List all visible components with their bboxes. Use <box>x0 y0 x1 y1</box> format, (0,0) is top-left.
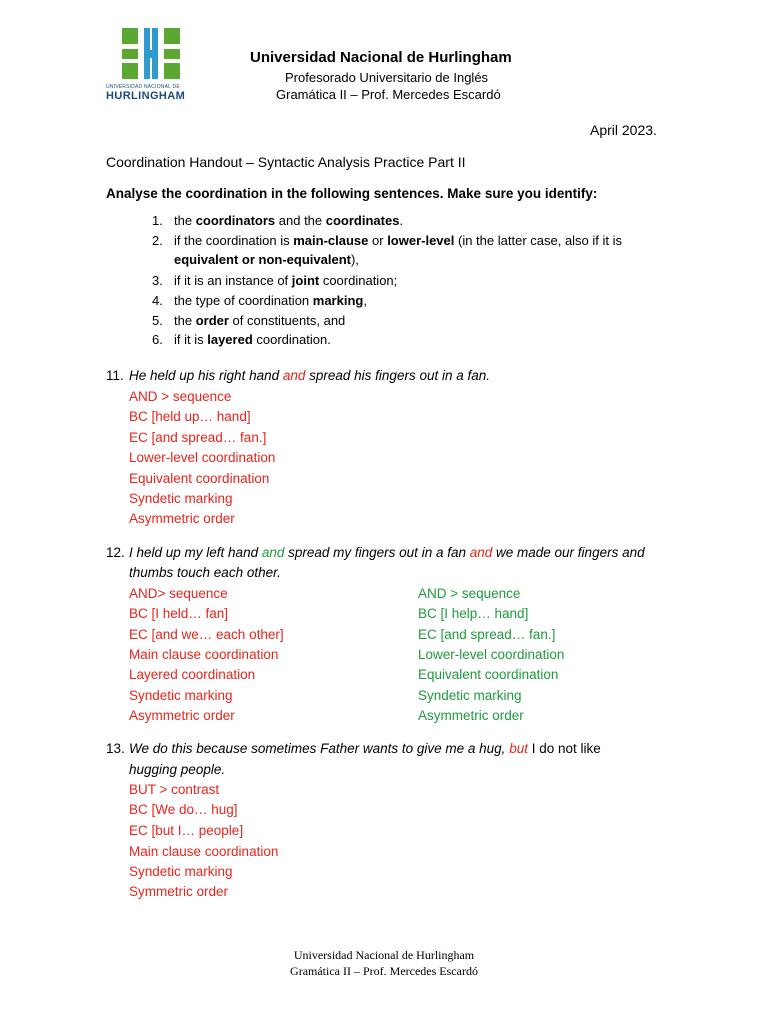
instructions: Analyse the coordination in the following sentences. Make sure you identify: <box>106 186 598 201</box>
item-number: 12. <box>106 545 125 560</box>
analysis-line: EC [and we… each other] <box>129 627 284 642</box>
list-item: equivalent or non-equivalent), <box>174 252 359 267</box>
sentence-13: We do this because sometimes Father wants to give me a hug, but I do not like <box>129 741 601 756</box>
analysis-line: Lower-level coordination <box>418 647 565 662</box>
footer-university: Universidad Nacional de Hurlingham <box>293 948 475 962</box>
item-number: 13. <box>106 741 125 756</box>
sentence-12: I held up my left hand and spread my fingers out in a fan and we made our fingers and <box>129 545 645 560</box>
list-item: 1. the coordinators and the coordinates. <box>152 213 404 228</box>
analysis-line: AND> sequence <box>129 586 228 601</box>
course-subtitle: Gramática II – Prof. Mercedes Escardó <box>276 87 501 102</box>
analysis-line: Syndetic marking <box>129 864 233 879</box>
analysis-line: EC [and spread… fan.] <box>129 430 267 445</box>
analysis-line: Asymmetric order <box>129 708 235 723</box>
analysis-line: AND > sequence <box>418 586 521 601</box>
program-subtitle: Profesorado Universitario de Inglés <box>285 70 489 85</box>
analysis-line: Main clause coordination <box>129 844 279 859</box>
analysis-line: Equivalent coordination <box>418 667 559 682</box>
analysis-line: Syndetic marking <box>129 688 233 703</box>
analysis-line: Syndetic marking <box>129 491 233 506</box>
analysis-line: EC [and spread… fan.] <box>418 627 556 642</box>
document-date: April 2023. <box>590 122 657 138</box>
logo-mark-icon <box>122 28 180 79</box>
list-item: 6. if it is layered coordination. <box>152 332 331 347</box>
analysis-line: Asymmetric order <box>418 708 524 723</box>
list-item: 3. if it is an instance of joint coordination; <box>152 272 398 288</box>
logo-caption-small: UNIVERSIDAD NACIONAL DE <box>106 84 180 90</box>
analysis-line: BUT > contrast <box>129 782 220 797</box>
analysis-line: Syndetic marking <box>418 688 522 703</box>
analysis-line: Lower-level coordination <box>129 450 276 465</box>
sentence-13-cont: hugging people. <box>129 762 226 777</box>
analysis-line: BC [I held… fan] <box>129 606 229 621</box>
analysis-line: Layered coordination <box>129 667 256 682</box>
university-title: Universidad Nacional de Hurlingham <box>250 49 512 66</box>
document-title: Coordination Handout – Syntactic Analysis Practice Part II <box>106 154 466 170</box>
analysis-line: Main clause coordination <box>129 647 279 662</box>
list-item: 4. the type of coordination marking, <box>152 293 367 308</box>
sentence-12-cont: thumbs touch each other. <box>129 565 281 580</box>
analysis-line: BC [I help… hand] <box>418 606 529 621</box>
sentence-11: He held up his right hand and spread his fingers out in a fan. <box>129 368 491 383</box>
analysis-line: Asymmetric order <box>129 511 235 526</box>
analysis-line: EC [but I… people] <box>129 823 244 838</box>
analysis-line: BC [We do… hug] <box>129 802 238 817</box>
logo-caption: HURLINGHAM <box>106 90 186 102</box>
analysis-line: AND > sequence <box>129 389 232 404</box>
analysis-line: Symmetric order <box>129 884 229 899</box>
list-item: 5. the order of constituents, and <box>152 312 346 328</box>
list-item: 2. if the coordination is main-clause or lower-level (in the latter case, also if it is <box>152 232 623 248</box>
instruction-list <box>152 211 622 350</box>
footer-course: Gramática II – Prof. Mercedes Escardó <box>290 964 478 978</box>
analysis-line: BC [held up… hand] <box>129 409 251 424</box>
item-number: 11. <box>106 368 124 383</box>
analysis-line: Equivalent coordination <box>129 471 270 486</box>
